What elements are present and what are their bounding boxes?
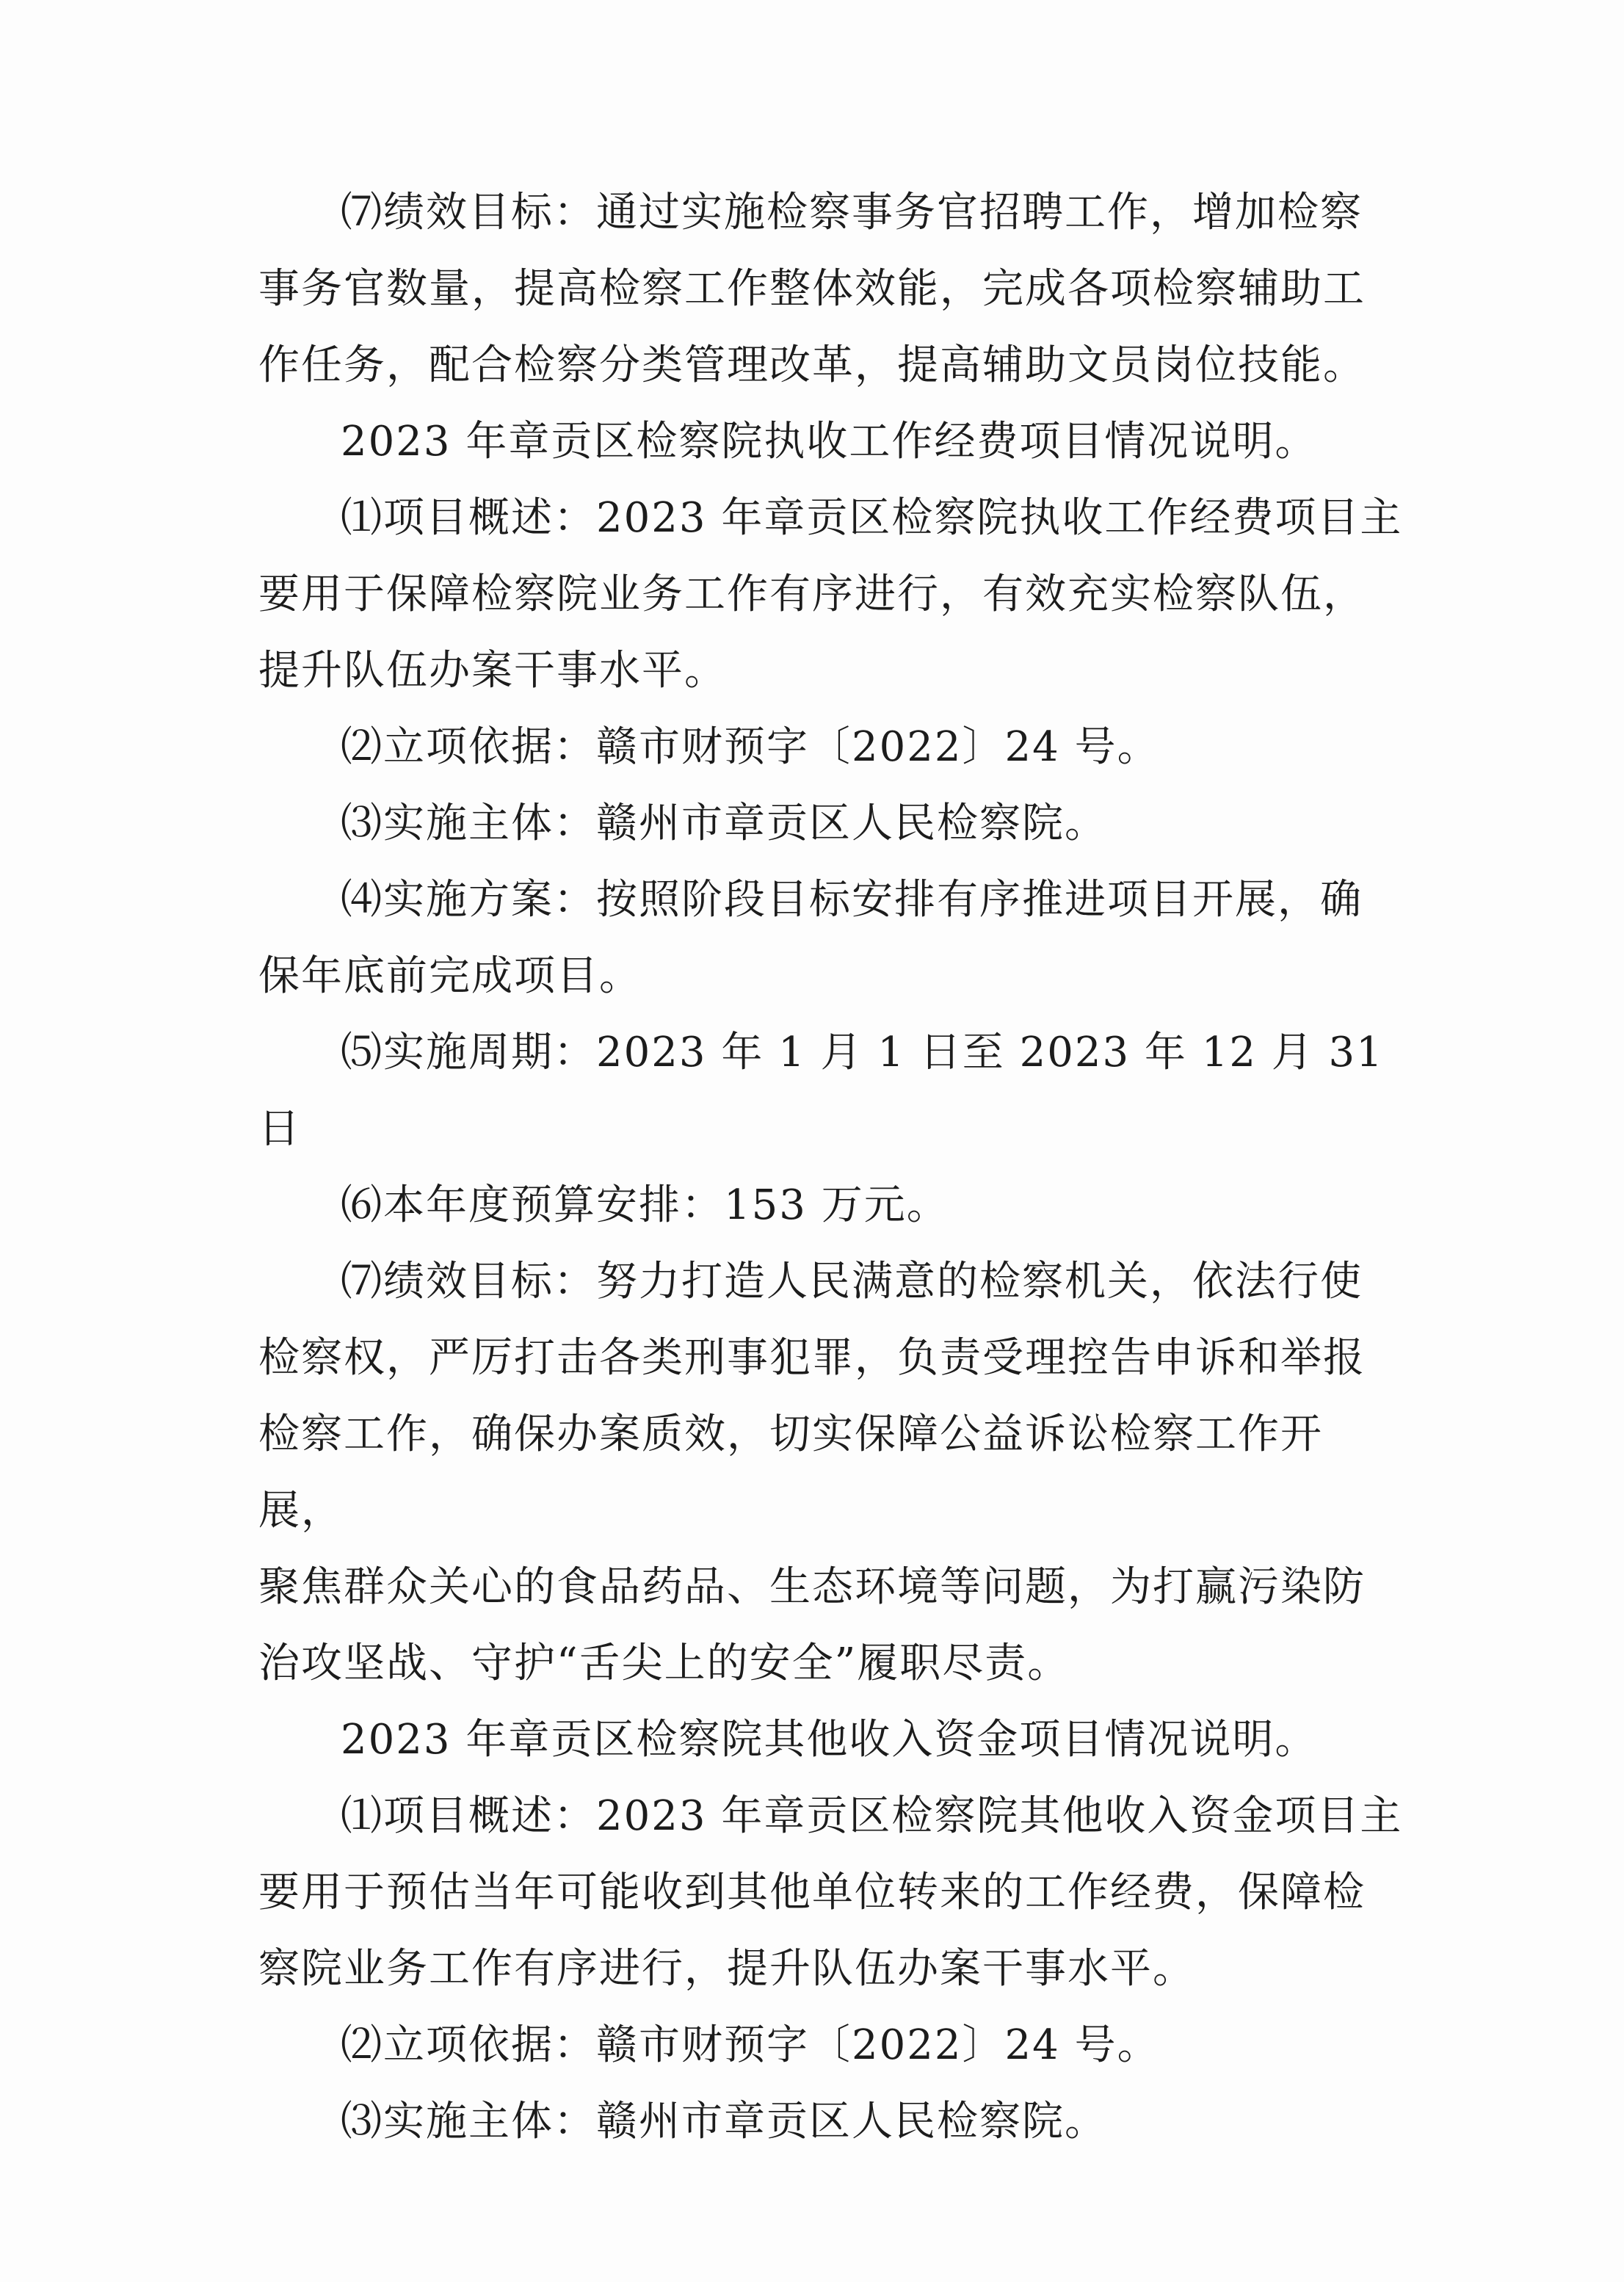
paragraph-period-1 [258,1015,1404,1167]
paragraph-implementer-2 [258,2084,1404,2160]
text-line: ⑷实施方案：按照阶段目标安排有序推进项目开展，确 [341,876,1363,924]
text-line: 2023 年章贡区检察院执收工作经费项目情况说明。 [341,418,1318,466]
text-line: ⑶实施主体：赣州市章贡区人民检察院。 [341,800,1107,847]
text-line: 要用于预估当年可能收到其他单位转来的工作经费，保障检 [258,1869,1366,1916]
paragraph-basis-2 [258,2007,1404,2084]
text-line: 作任务，配合检察分类管理改革，提高辅助文员岗位技能。 [258,341,1366,389]
paragraph-performance-goal-2 [258,1244,1404,1702]
text-line: ⑴项目概述：2023 年章贡区检察院其他收入资金项目主 [341,1792,1403,1840]
text-line: 保年底前完成项目。 [258,952,642,1000]
section-heading-other-income [258,1702,1404,1778]
text-line: ⑸实施周期：2023 年 1 月 1 日至 2023 年 12 月 31 日 [258,1029,1384,1153]
text-line: 治攻坚战、守护“舌尖上的安全”履职尽责。 [258,1640,1070,1687]
paragraph-basis-1 [258,709,1404,786]
text-line: ⑺绩效目标：通过实施检察事务官招聘工作，增加检察 [341,189,1363,236]
text-line: ⑺绩效目标：努力打造人民满意的检察机关，依法行使 [341,1258,1363,1305]
text-line: ⑵立项依据：赣市财预字〔2022〕24 号。 [341,2021,1160,2069]
text-line: 提升队伍办案干事水平。 [258,647,727,695]
text-line: ⑶实施主体：赣州市章贡区人民检察院。 [341,2098,1107,2145]
text-line: 检察工作，确保办案质效，切实保障公益诉讼检察工作开展， [258,1410,1323,1535]
paragraph-overview-1 [258,480,1404,709]
paragraph-overview-2 [258,1778,1404,2007]
text-line: 察院业务工作有序进行，提升队伍办案干事水平。 [258,1945,1195,1993]
paragraph-implementer-1 [258,786,1404,862]
text-line: 聚焦群众关心的食品药品、生态环境等问题，为打赢污染防 [258,1563,1366,1611]
paragraph-budget-1 [258,1167,1404,1244]
text-line: 2023 年章贡区检察院其他收入资金项目情况说明。 [341,1716,1318,1764]
paragraph-performance-goal-1 [258,175,1404,404]
text-line: 事务官数量，提高检察工作整体效能，完成各项检察辅助工 [258,265,1366,313]
text-line: ⑹本年度预算安排：153 万元。 [341,1181,949,1229]
document-body [258,175,1404,2160]
text-line: 检察权，严厉打击各类刑事犯罪，负责受理控告申诉和举报 [258,1334,1366,1382]
section-heading-collection-fund [258,404,1404,480]
paragraph-plan-1 [258,862,1404,1015]
text-line: ⑵立项依据：赣市财预字〔2022〕24 号。 [341,723,1160,771]
text-line: 要用于保障检察院业务工作有序进行，有效充实检察队伍， [258,570,1366,618]
text-line: ⑴项目概述：2023 年章贡区检察院执收工作经费项目主 [341,494,1403,542]
